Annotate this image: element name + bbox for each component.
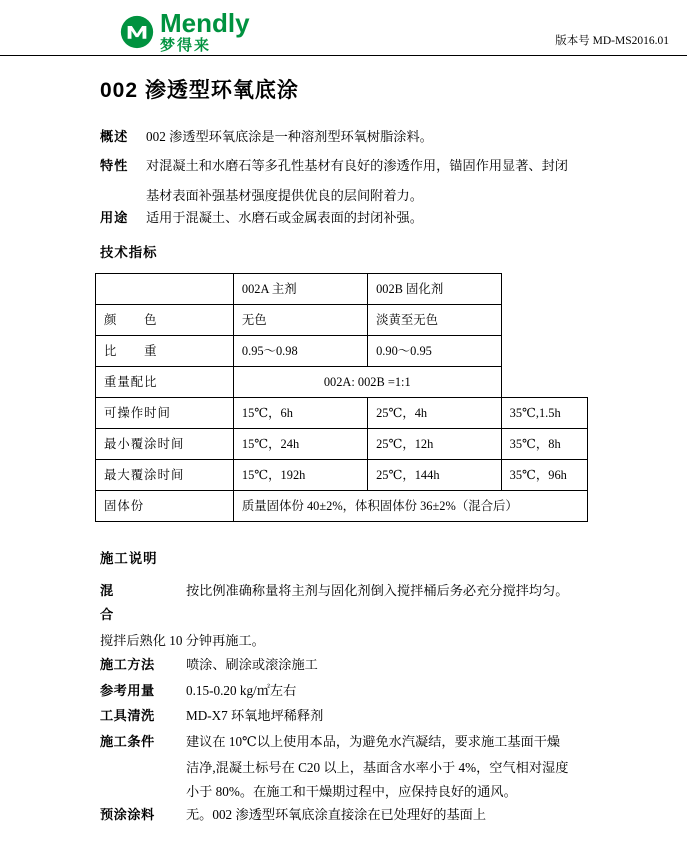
- construction-value-conditions-cont1: 洁净,混凝土标号在 C20 以上，基面含水率小于 4%，空气相对湿度: [186, 759, 569, 775]
- construction-label-primer: 预涂涂料: [100, 807, 155, 823]
- intro-text-features-cont: 基材表面补强基材强度提供优良的层间附着力。: [146, 187, 423, 203]
- row-label-solids: 固体份: [96, 491, 234, 522]
- construction-value-primer: 无。002 渗透型环氧底涂直接涂在已处理好的基面上: [186, 807, 487, 823]
- mendly-logo-icon: [120, 15, 154, 49]
- row-label-density: 比 重: [96, 336, 234, 367]
- row-value-min-recoat-35: 35℃，8h: [501, 429, 587, 460]
- construction-row-coverage: [100, 679, 635, 703]
- construction-label-mixing: 混 合: [100, 583, 170, 623]
- row-label-max-recoat: 最大覆涂时间: [96, 460, 234, 491]
- intro-text-overview: 002 渗透型环氧底涂是一种溶剂型环氧树脂涂料。: [146, 129, 433, 144]
- intro-label-features: 特性: [100, 157, 129, 173]
- construction-row-mixing: [100, 579, 635, 627]
- construction-heading: 施工说明: [100, 551, 158, 567]
- row-value-pot-life-15: 15℃，6h: [233, 398, 367, 429]
- intro-row-features: [100, 155, 635, 177]
- construction-value-coverage: 0.15-0.20 kg/㎡左右: [186, 682, 297, 698]
- table-row: [96, 336, 588, 367]
- table-row: [96, 429, 588, 460]
- row-value-solids: 质量固体份 40±2%，体积固体份 36±2%（混合后）: [233, 491, 587, 522]
- brand-wordmark: [160, 10, 250, 53]
- construction-value-method: 喷涂、刷涂或滚涂施工: [186, 656, 318, 672]
- table-header-row: [96, 274, 588, 305]
- spec-heading: 技术指标: [100, 245, 158, 261]
- table-row: [96, 491, 588, 522]
- construction-value-mixing: 按比例准确称量将主剂与固化剂倒入搅拌桶后务必充分搅拌均匀。: [186, 583, 569, 599]
- construction-value-conditions: 建议在 10℃以上使用本品，为避免水汽凝结，要求施工基面干燥: [186, 734, 561, 750]
- intro-label-overview: 概述: [100, 129, 129, 144]
- row-value-max-recoat-25: 25℃，144h: [368, 460, 502, 491]
- row-value-density-a: 0.95～0.98: [233, 336, 367, 367]
- construction-section: [100, 548, 635, 827]
- row-value-min-recoat-25: 25℃，12h: [368, 429, 502, 460]
- intro-text-features: 对混凝土和水磨石等多孔性基材有良好的渗透作用，锚固作用显著、封闭: [146, 157, 568, 173]
- construction-value-conditions-cont2: 小于 80%。在施工和干燥期过程中，应保持良好的通风。: [186, 783, 517, 799]
- document-header: [0, 0, 687, 56]
- header-divider: [0, 55, 687, 56]
- brand-name-en: Mendly: [160, 8, 250, 38]
- row-value-min-recoat-15: 15℃，24h: [233, 429, 367, 460]
- brand-name-cn: 梦得来: [160, 37, 212, 54]
- construction-row-primer: [100, 803, 635, 827]
- row-value-pot-life-25: 25℃，4h: [368, 398, 502, 429]
- construction-label-method: 施工方法: [100, 656, 155, 672]
- row-value-ratio: 002A: 002B =1:1: [233, 367, 501, 398]
- table-header-a: 002A 主剂: [233, 274, 367, 305]
- document-version: 版本号 MD-MS2016.01: [555, 35, 669, 47]
- table-header-b: 002B 固化剂: [368, 274, 502, 305]
- construction-label-cleaning: 工具清洗: [100, 708, 155, 724]
- row-value-color-a: 无色: [233, 305, 367, 336]
- table-row: [96, 460, 588, 491]
- page-title: 002 渗透型环氧底涂: [100, 79, 299, 102]
- row-value-pot-life-35: 35℃,1.5h: [501, 398, 587, 429]
- document-content: [0, 74, 687, 827]
- row-label-min-recoat: 最小覆涂时间: [96, 429, 234, 460]
- spec-table: [95, 273, 588, 522]
- intro-row-usage: [100, 207, 635, 229]
- row-label-color: 颜 色: [96, 305, 234, 336]
- row-value-max-recoat-15: 15℃，192h: [233, 460, 367, 491]
- construction-value-cleaning: MD-X7 环氧地坪稀释剂: [186, 708, 324, 724]
- intro-text-usage: 适用于混凝土、水磨石或金属表面的封闭补强。: [146, 209, 423, 225]
- construction-label-conditions: 施工条件: [100, 734, 155, 750]
- table-row: [96, 367, 588, 398]
- construction-row-cleaning: [100, 704, 635, 728]
- construction-label-coverage: 参考用量: [100, 682, 155, 698]
- row-value-density-b: 0.90～0.95: [368, 336, 502, 367]
- row-label-pot-life: 可操作时间: [96, 398, 234, 429]
- intro-row-overview: [100, 126, 635, 148]
- table-row: [96, 305, 588, 336]
- construction-row-conditions: [100, 730, 635, 754]
- brand-logo: [120, 10, 250, 53]
- table-header-blank: [96, 274, 234, 305]
- row-value-max-recoat-35: 35℃，96h: [501, 460, 587, 491]
- row-label-ratio: 重量配比: [96, 367, 234, 398]
- intro-label-usage: 用途: [100, 209, 129, 225]
- table-row: [96, 398, 588, 429]
- row-value-color-b: 淡黄至无色: [368, 305, 502, 336]
- construction-row-method: [100, 653, 635, 677]
- construction-value-mixing-cont: 搅拌后熟化 10 分钟再施工。: [100, 632, 265, 648]
